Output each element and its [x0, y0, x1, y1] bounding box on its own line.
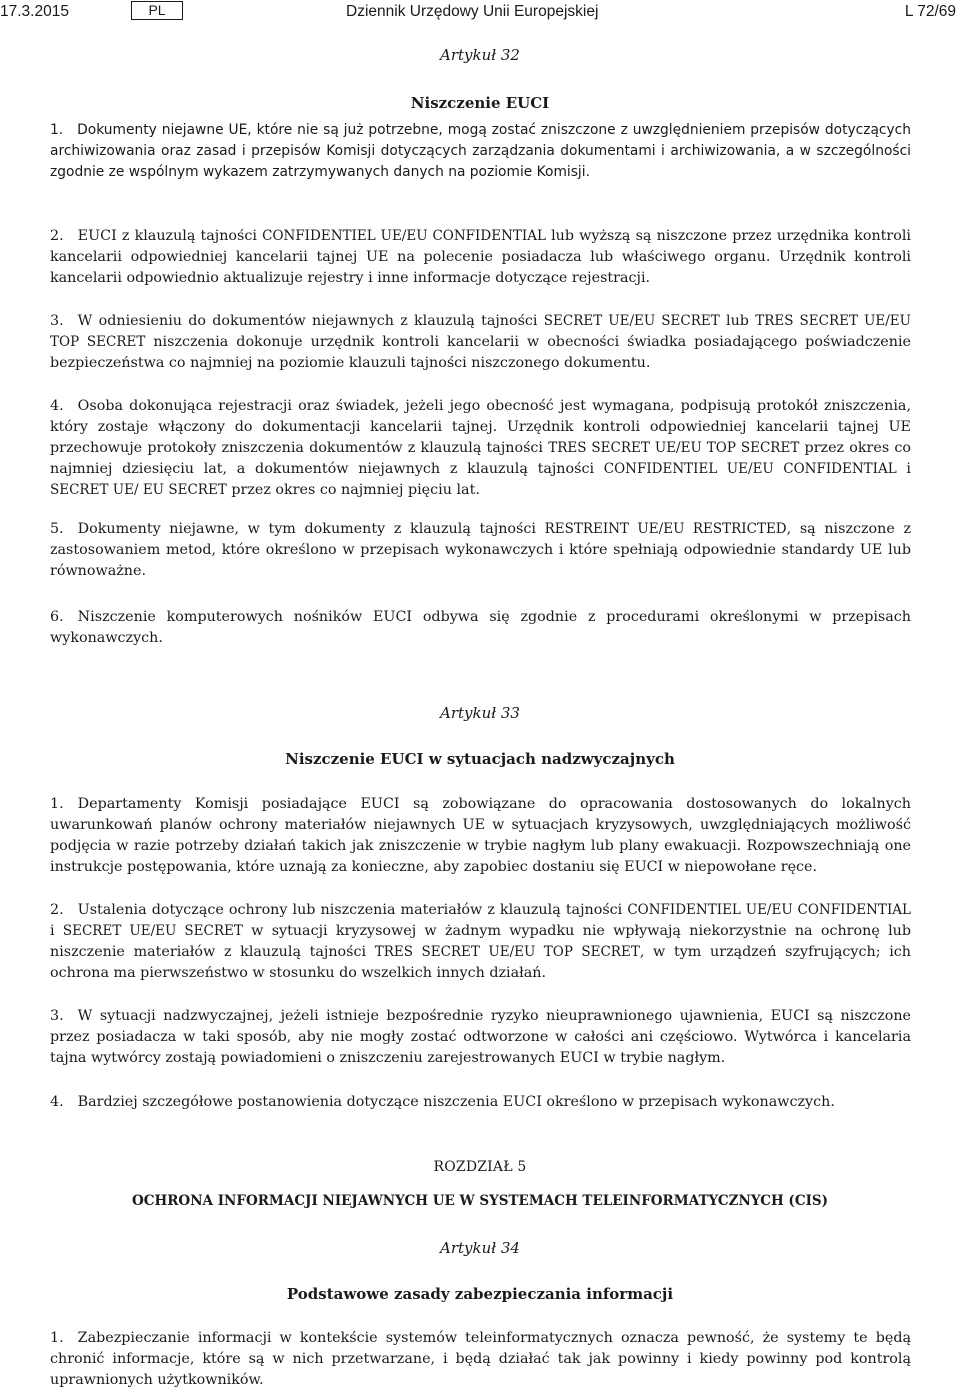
- paragraph-text: przez okres co najmniej dziesięciu lat, a dokumentów niejawnych z klauzulą tajności: [50, 440, 911, 477]
- paragraph-text: , w tym urządzeń szyfrujących; ich ochrona ma pierwszeństwo w stosunku do wszelkich innych działań.: [50, 944, 911, 981]
- paragraph-number: 3.: [50, 1008, 64, 1024]
- paragraph-number: 1.: [50, 796, 64, 812]
- classification-marking: CONFIDENTIEL UE/EU CONFIDENTIAL: [627, 902, 911, 918]
- classification-marking: SECRET UE/EU SECRET: [543, 313, 720, 329]
- paragraph-text: lub: [719, 313, 756, 329]
- paragraph-number: 1.: [50, 122, 64, 138]
- article-33-paragraph-1: [50, 794, 911, 878]
- paragraph-number: 3.: [50, 313, 64, 329]
- classification-marking: TRES SECRET UE/EU TOP SECRET: [548, 440, 800, 456]
- paragraph-text: W odniesieniu do dokumentów niejawnych z klauzulą tajności: [77, 313, 544, 329]
- article-34-title: Artykuł 34: [440, 1239, 520, 1257]
- classification-marking: TRES SECRET UE/EU TOP SECRET: [374, 944, 640, 960]
- paragraph-text: przez okres co najmniej pięciu lat.: [226, 482, 480, 498]
- paragraph-text: Dokumenty niejawne, w tym dokumenty z klauzulą tajności: [77, 521, 545, 537]
- classification-marking: TRES SECRET UE/EU TOP SECRET: [50, 313, 912, 350]
- paragraph-text: Departamenty Komisji posiadające EUCI są zobowiązane do opracowania dostosowanych do lokalnych uwarunkowań planów ochrony materiałów niejawnych UE w sytuacjach kryzysowych, uwzględniających możliwość podjęcia w razie potrzeby działań takich jak zniszczenie w trybie nagłym lub plany ewakuacji. Rozpowszechniają one instrukcje postępowania, które uznają za konieczne, aby zapobiec dostaniu się EUCI w niepowołane ręce.: [50, 796, 911, 875]
- header-reference: L 72/69: [904, 3, 956, 20]
- paragraph-number: 4.: [50, 398, 64, 414]
- article-32-heading: Niszczenie EUCI: [410, 94, 550, 112]
- article-34-heading: Podstawowe zasady zabezpieczania informacji: [286, 1285, 674, 1303]
- article-33-title: Artykuł 33: [440, 704, 520, 722]
- classification-marking: RESTREINT UE/EU RESTRICTED: [544, 521, 787, 537]
- article-34-paragraph-1: [50, 1328, 911, 1391]
- paragraph-text: Bardziej szczegółowe postanowienia dotyczące niszczenia EUCI określono w przepisach wykonawczych.: [77, 1094, 835, 1110]
- article-32-paragraph-4: [50, 396, 911, 501]
- paragraph-text: Dokumenty niejawne UE, które nie są już potrzebne, mogą zostać zniszczone z uwzględnieniem przepisów dotyczących archiwizowania oraz zasad i przepisów Komisji dotyczących zarządzania dokumentami i archiwizowania, a w szczególności zgodnie ze wspólnym wykazem zatrzymywanych danych na poziomie Komisji.: [50, 122, 911, 180]
- paragraph-number: 5.: [50, 521, 64, 537]
- paragraph-text: Ustalenia dotyczące ochrony lub niszczenia materiałów z klauzulą tajności: [77, 902, 628, 918]
- article-32-paragraph-3: [50, 311, 911, 374]
- paragraph-number: 4.: [50, 1094, 64, 1110]
- paragraph-text: niszczenia dokonuje urzędnik kontroli kancelarii w obecności świadka posiadającego poświadczenie bezpieczeństwa co najmniej na poziomie klauzuli tajności niszczonego dokumentu.: [50, 334, 912, 371]
- paragraph-text: i: [50, 923, 63, 939]
- paragraph-number: 2.: [50, 228, 64, 244]
- article-32-paragraph-2: [50, 226, 911, 289]
- chapter-5-heading: OCHRONA INFORMACJI NIEJAWNYCH UE W SYSTEMACH TELEINFORMATYCZNYCH (CIS): [131, 1193, 829, 1209]
- article-32-paragraph-1: [50, 120, 911, 183]
- article-33-paragraph-2: [50, 900, 911, 984]
- paragraph-text: W sytuacji nadzwyczajnej, jeżeli istnieje bezpośrednie ryzyko nieuprawnionego ujawnienia, EUCI są niszczone przez posiadacza w taki sposób, aby nie mogły zostać odtworzone w całości ani częściowo. Wytwórca i kancelaria tajna wytwórcy zostają powiadomieni o zniszczeniu zarejestrowanych EUCI w trybie nagłym.: [50, 1008, 911, 1066]
- paragraph-text: Zabezpieczanie informacji w kontekście systemów teleinformatycznych oznacza pewność, że systemy te będą chronić informacje, które są w nich przetwarzane, i będą działać tak jak powinny i kiedy powinny pod kontrolą uprawnionych użytkowników.: [50, 1330, 911, 1388]
- paragraph-text: w sytuacji kryzysowej w żadnym wypadku nie wpływają niekorzystnie na ochronę lub niszczenie materiałów z klauzulą tajności: [50, 923, 911, 960]
- paragraph-number: 6.: [50, 609, 64, 625]
- article-33-heading: Niszczenie EUCI w sytuacjach nadzwyczajnych: [285, 750, 675, 768]
- article-32-title: Artykuł 32: [440, 46, 520, 64]
- article-33-paragraph-4: [50, 1092, 911, 1113]
- article-32-paragraph-5: [50, 519, 911, 582]
- paragraph-text: , są niszczone z zastosowaniem metod, które określono w przepisach wykonawczych i które spełniają odpowiednie standardy UE lub równoważne.: [50, 521, 912, 579]
- header-date: 17.3.2015: [0, 3, 69, 20]
- page-header: [0, 0, 960, 24]
- paragraph-text: Niszczenie komputerowych nośników EUCI odbywa się zgodnie z procedurami określonymi w przepisach wykonawczych.: [50, 609, 911, 646]
- header-journal-title: Dziennik Urzędowy Unii Europejskiej: [346, 3, 599, 20]
- paragraph-number: 1.: [50, 1330, 64, 1346]
- paragraph-text: i: [896, 461, 912, 477]
- paragraph-text: EUCI z klauzulą tajności: [77, 228, 263, 244]
- chapter-5-title: ROZDZIAŁ 5: [433, 1159, 527, 1175]
- article-32-paragraph-6: [50, 607, 911, 649]
- article-33-paragraph-3: [50, 1006, 911, 1069]
- classification-marking: SECRET UE/ EU SECRET: [50, 482, 227, 498]
- paragraph-number: 2.: [50, 902, 64, 918]
- paragraph-text: Osoba dokonująca rejestracji oraz świadek, jeżeli jego obecność jest wymagana, podpisują protokół zniszczenia, który zostaje włączony do dokumentacji kancelarii tajnej. Urzędnik kontroli odpowiedniej kancelarii tajnej UE przechowuje protokoły zniszczenia dokumentów z klauzulą tajności: [50, 398, 911, 456]
- header-language-box: PL: [131, 1, 183, 20]
- classification-marking: CONFIDENTIEL UE/EU CONFIDENTIAL: [262, 228, 546, 244]
- paragraph-text: lub wyższą są niszczone przez urzędnika kontroli kancelarii odpowiedniej kancelarii tajnej UE na polecenie posiadacza lub właściwego organu. Urzędnik kontroli kancelarii odpowiednio aktualizuje rejestry i inne informacje dotyczące rejestracji.: [50, 228, 911, 286]
- classification-marking: CONFIDENTIEL UE/EU CONFIDENTIAL: [603, 461, 897, 477]
- classification-marking: SECRET UE/EU SECRET: [62, 923, 243, 939]
